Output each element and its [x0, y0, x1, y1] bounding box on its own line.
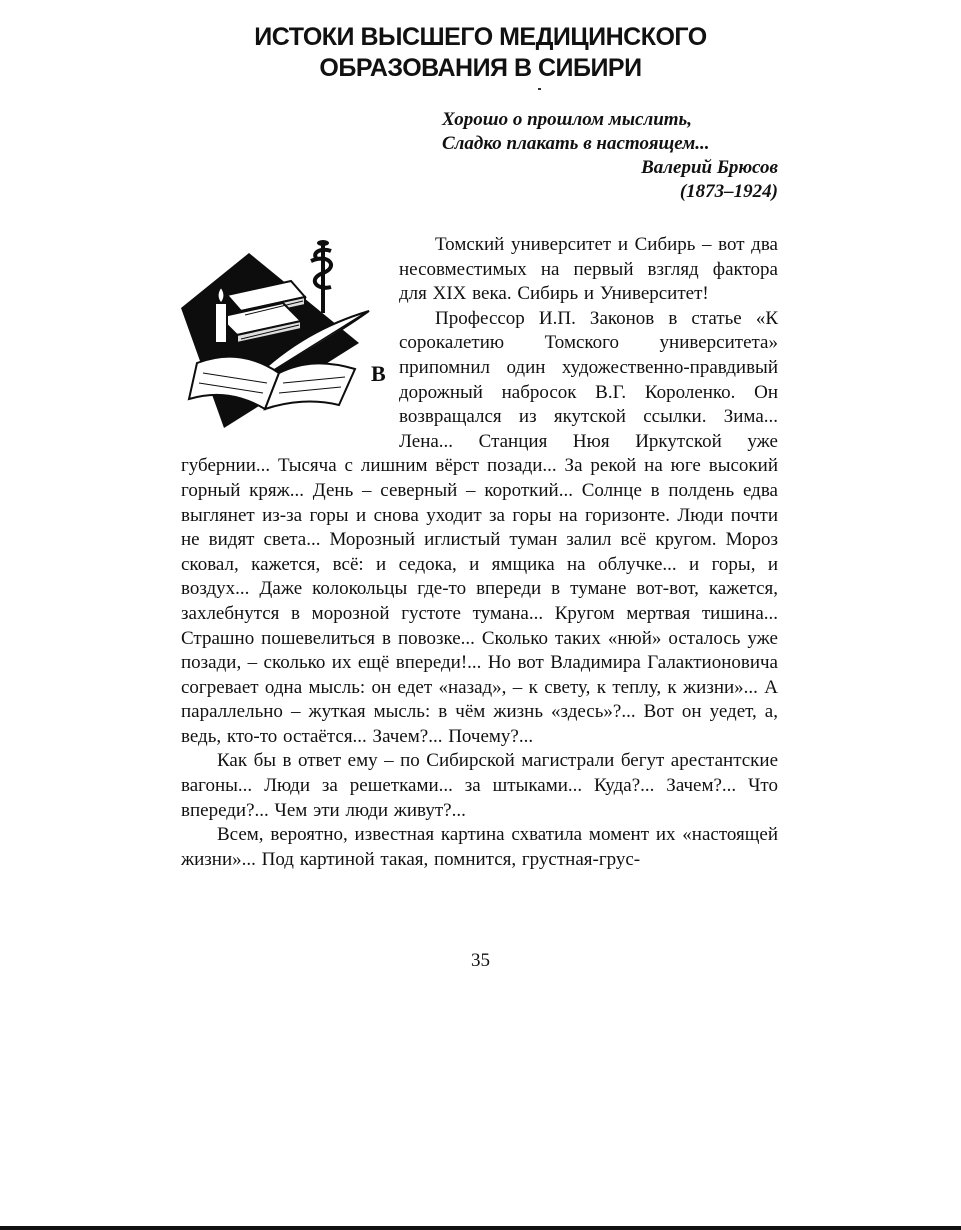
- epigraph-years: (1873–1924): [679, 181, 778, 202]
- paragraph-1: Томский университет и Сибирь – вот два несовместимых на первый взгляд фактора для XIX века. Сибирь и Университет!: [399, 234, 778, 305]
- epigraph-author: Валерий Брюсов: [641, 157, 778, 178]
- paragraph-4: Всем, вероятно, известная картина схватила момент их «настоящей жизни»... Под картиной такая, помнится, грустная-грус-: [181, 824, 778, 870]
- body-text: [181, 233, 778, 872]
- epigraph: [442, 108, 778, 204]
- books-candle-caduceus-icon: [179, 233, 399, 439]
- epigraph-line-1: Хорошо о прошлом мыслить,: [442, 109, 692, 130]
- chapter-title-line-1: ИСТОКИ ВЫСШЕГО МЕДИЦИНСКОГО: [254, 23, 707, 51]
- illustration: [179, 233, 399, 439]
- bottom-rule: [0, 1226, 961, 1230]
- chapter-title: [150, 22, 811, 84]
- paragraph-3: Как бы в ответ ему – по Сибирской магистрали бегут арестантские вагоны... Люди за решетками... за штыками... Куда?... Зачем?... Что впереди?... Чем эти люди живут?...: [181, 750, 778, 821]
- paragraph-2: Профессор И.П. Законов в статье «К сорокалетию Томского университета» припомнил один художественно-правдивый дорожный набросок В.Г. Короленко. Он возвращался из якутской ссылки. Зима... Лена... Станция Нюя Иркутской уже губернии... Тысяча с лишним вёрст позади... За рекой на юге высокий горный кряж... День – северный – короткий... Солнце в полдень едва выглянет из-за горы и снова уходит за горы на горизонте. Люди почти не видят света... Морозный иглистый туман залил всё кругом. Мороз сковал, кажется, всё: и седока, и ямщика на облучке... и горы, и воздух... Даже колокольцы где-то впереди в тумане вот-вот, кажется, захлебнутся в морозной густоте тумана... Кругом мертвая тишина... Страшно пошевелиться в повозке... Сколько таких «нюй» осталось уже позади, – сколько их ещё впереди!... Но вот Владимира Галактионовича согревает одна мысль: он едет «назад», – к свету, к теплу, к жизни»... А параллельно – жуткая мысль: в чём жизнь «здесь»?... Вот он уедет, а, ведь, кто-то остаётся... Зачем?... Почему?...: [181, 307, 778, 747]
- page-number: 35: [471, 950, 490, 971]
- chapter-title-line-2: ОБРАЗОВАНИЯ В СИБИРИ: [319, 54, 642, 82]
- illustration-letter: В: [371, 361, 386, 386]
- speck: [538, 88, 541, 90]
- epigraph-line-2: Сладко плакать в настоящем...: [442, 133, 710, 154]
